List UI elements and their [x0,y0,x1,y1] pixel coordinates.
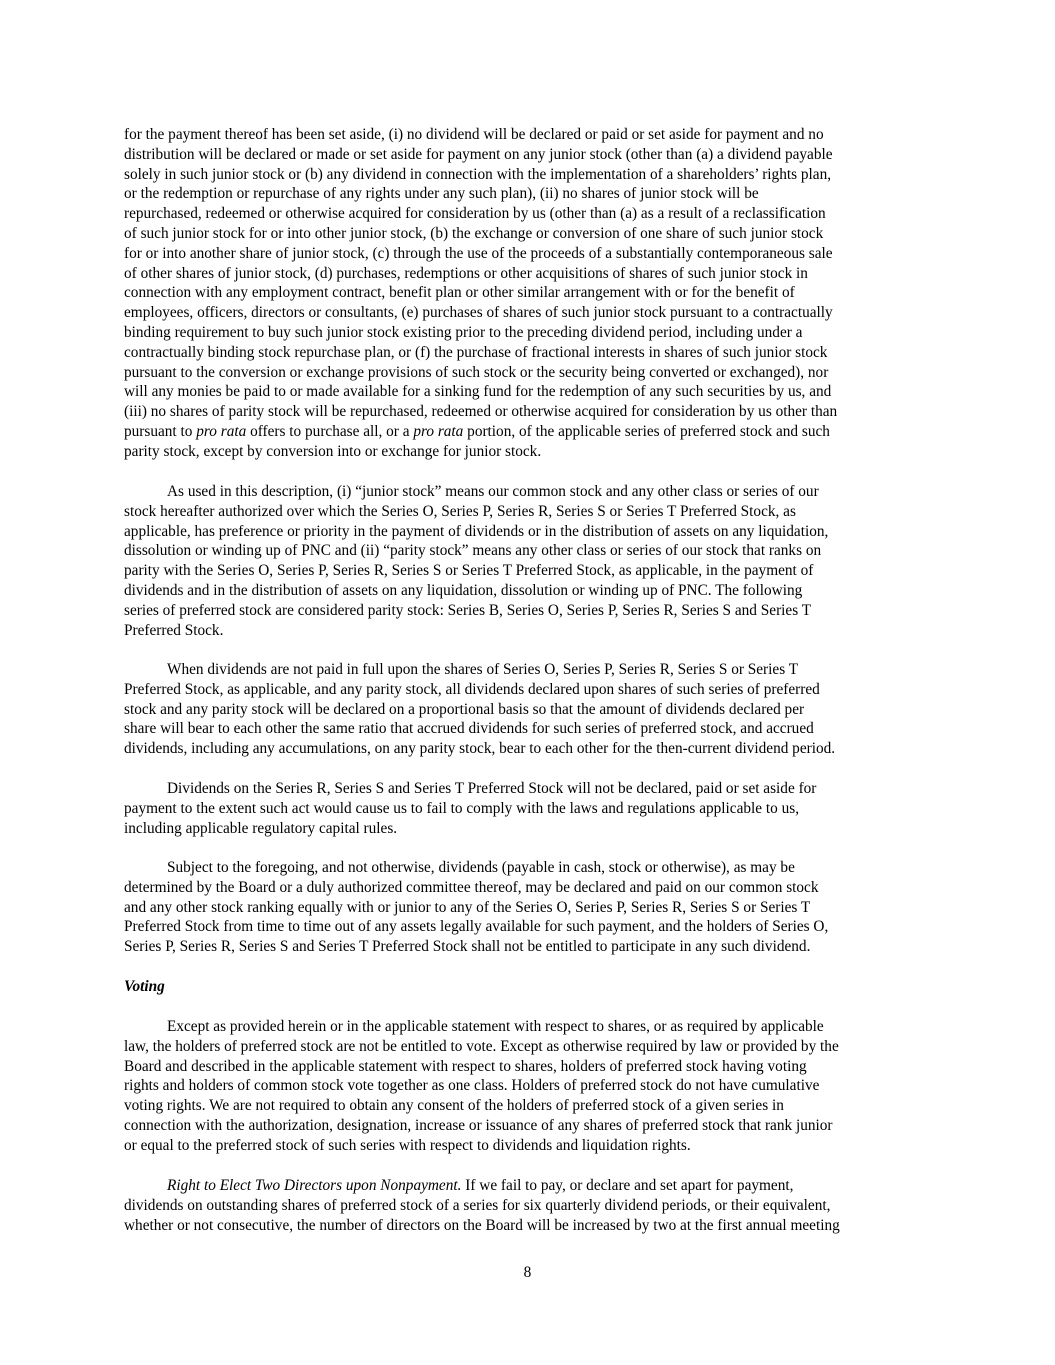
text-line: stock and any parity stock will be declared on a proportional basis so that the amount of dividends declared per [124,700,805,718]
text-line: parity stock, except by conversion into or exchange for junior stock. [124,442,542,460]
text-run: offers to purchase all, or a [246,422,414,440]
text-line: applicable, has preference or priority in the payment of dividends or in the distribution of assets on any liquidation, [124,522,829,540]
paragraph-regulatory [124,779,816,838]
text-line: dividends, including any accumulations, on any parity stock, bear to each other for the then-current dividend period. [124,740,836,758]
text-line: Preferred Stock from time to time out of any assets legally available for such payment, and the holders of Series O, [124,918,829,936]
text-line: or the redemption or repurchase of any rights under any such plan), (ii) no shares of junior stock will be [124,185,759,203]
text-line: for the payment thereof has been set aside, (i) no dividend will be declared or paid or set aside for payment and no [124,126,824,143]
text-line: Series P, Series R, Series S and Series T Preferred Stock shall not be entitled to participate in any such dividend. [124,938,811,956]
text-line: or equal to the preferred stock of such series with respect to dividends and liquidation rights. [124,1136,691,1154]
text-line: Board and described in the applicable statement with respect to shares, holders of preferred stock having voting [124,1057,807,1075]
italic-term: pro rata [413,422,464,440]
text-run: pursuant to [124,422,197,440]
paragraph-subject-to-foregoing [124,858,828,957]
italic-term: pro rata [196,422,247,440]
text-line: rights and holders of common stock vote together as one class. Holders of preferred stock do not have cumulative [124,1077,820,1095]
text-line-pro-rata [124,422,837,442]
text-line: of such junior stock for or into other junior stock, (b) the exchange or conversion of one share of such junior stock [124,224,824,242]
italic-subheading: Right to Elect Two Directors upon Nonpayment. [167,1177,462,1194]
text-line: connection with the authorization, designation, increase or issuance of any shares of preferred stock that rank junior [124,1116,833,1134]
text-line: Subject to the foregoing, and not otherwise, dividends (payable in cash, stock or otherwise), as may be [167,859,795,876]
paragraph-partial-dividends [124,660,835,759]
text-line: As used in this description, (i) “junior stock” means our common stock and any other class or series of our [167,483,819,500]
text-line: including applicable regulatory capital rules. [124,819,398,837]
text-run: portion, of the applicable series of preferred stock and such [463,422,830,440]
text-run: If we fail to pay, or declare and set apart for payment, [461,1177,794,1194]
text-line: payment to the extent such act would cause us to fail to comply with the laws and regulations applicable to us, [124,799,800,817]
text-line: whether or not consecutive, the number of directors on the Board will be increased by two at the first annual meeting [124,1216,840,1234]
text-line [124,1176,840,1196]
text-line: voting rights. We are not required to obtain any consent of the holders of preferred stock of a given series in [124,1097,784,1115]
text-line: will any monies be paid to or made available for a sinking fund for the redemption of any such securities by us, and [124,383,832,401]
text-line: repurchased, redeemed or otherwise acquired for consideration by us (other than (a) as a result of a reclassification [124,205,826,223]
text-line: dissolution or winding up of PNC and (ii) “parity stock” means any other class or series of our stock that ranks on [124,542,822,560]
text-line: employees, officers, directors or consultants, (e) purchases of shares of such junior stock pursuant to a contractually [124,304,833,322]
text-line: connection with any employment contract, benefit plan or other similar arrangement with or for the benefit of [124,284,795,302]
text-line: Preferred Stock, as applicable, and any parity stock, all dividends declared upon shares of such series of preferred [124,680,820,698]
text-line: Preferred Stock. [124,621,224,639]
text-line: dividends and in the distribution of assets on any liquidation, dissolution or winding up of PNC. The following [124,581,803,599]
text-line: When dividends are not paid in full upon the shares of Series O, Series P, Series R, Series S or Series T [167,661,799,678]
text-line: and any other stock ranking equally with or junior to any of the Series O, Series P, Series R, Series S or Series T [124,898,811,916]
text-line: parity with the Series O, Series P, Series R, Series S or Series T Preferred Stock, as applicable, in the payment of [124,562,814,580]
text-line: Except as provided herein or in the applicable statement with respect to shares, or as required by applicable [167,1018,824,1035]
text-line: (iii) no shares of parity stock will be repurchased, redeemed or otherwise acquired for consideration by us other than [124,403,838,421]
text-line: for or into another share of junior stock, (c) through the use of the proceeds of a substantially contemporaneous sale [124,244,833,262]
text-line: distribution will be declared or made or set aside for payment on any junior stock (other than (a) a dividend payable [124,145,833,163]
text-line: stock hereafter authorized over which the Series O, Series P, Series R, Series S or Series T Preferred Stock, as [124,502,796,520]
text-line: share will bear to each other the same ratio that accrued dividends for such series of preferred stock, and accrued [124,720,814,738]
text-line: law, the holders of preferred stock are not be entitled to vote. Except as otherwise required by law or provided by the [124,1037,839,1055]
section-heading-voting: Voting [124,978,165,995]
text-line: determined by the Board or a duly authorized committee thereof, may be declared and paid on our common stock [124,878,819,896]
paragraph-dividend-restrictions [124,125,837,462]
paragraph-elect-directors [124,1176,840,1235]
text-line: dividends on outstanding shares of preferred stock of a series for six quarterly dividend periods, or their equivalent, [124,1196,831,1214]
paragraph-voting-rights [124,1017,839,1156]
text-line: binding requirement to buy such junior stock existing prior to the preceding dividend period, including under a [124,323,803,341]
text-line: series of preferred stock are considered parity stock: Series B, Series O, Series P, Series R, Series S and Series T [124,601,812,619]
text-line: contractually binding stock repurchase plan, or (f) the purchase of fractional interests in shares of such junior stock [124,343,828,361]
text-line: of other shares of junior stock, (d) purchases, redemptions or other acquisitions of shares of such junior stock in [124,264,808,282]
text-line: pursuant to the conversion or exchange provisions of such stock or the security being converted or exchanged), nor [124,363,829,381]
page-number: 8 [523,1264,532,1281]
text-line: solely in such junior stock or (b) any dividend in connection with the implementation of a shareholders’ rights plan, [124,165,832,183]
paragraph-definitions [124,482,828,640]
text-line: Dividends on the Series R, Series S and Series T Preferred Stock will not be declared, paid or set aside for [167,780,817,797]
